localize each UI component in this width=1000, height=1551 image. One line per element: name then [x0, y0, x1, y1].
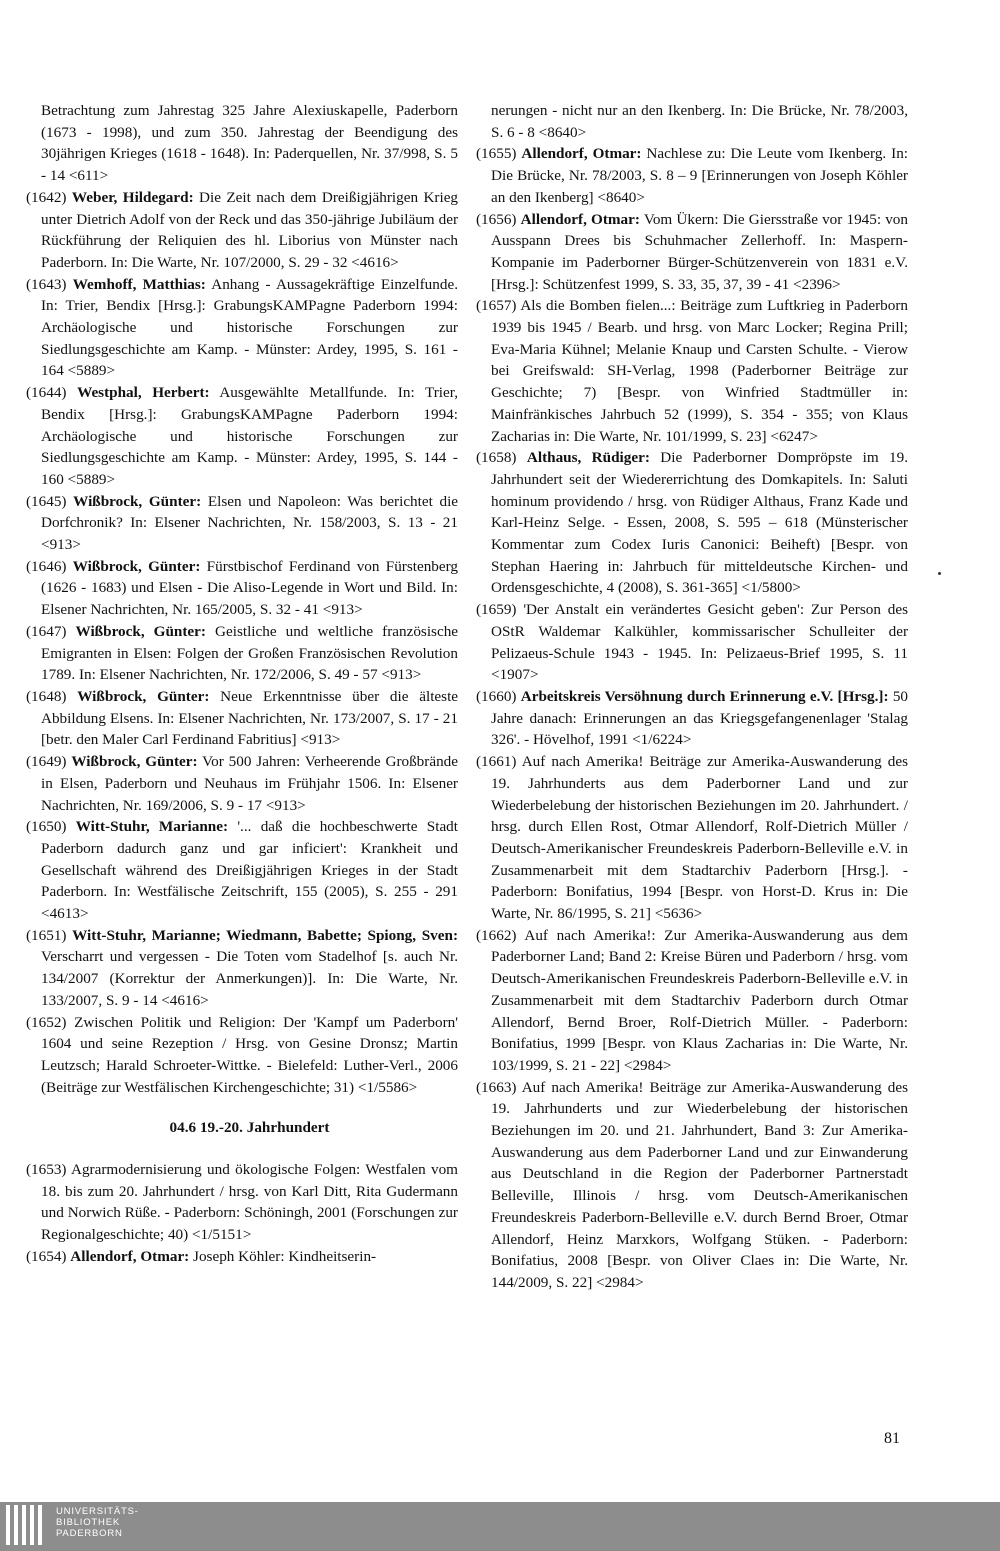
- entry-number: (1644): [26, 384, 67, 402]
- entry-author: Wißbrock, Günter:: [73, 492, 202, 510]
- entry-text: Nachlese zu: Die Leute vom Ikenberg. In: Die Brücke, Nr. 78/2003, S. 8 – 9 [Erinnerungen von Joseph Köhler an den Ikenberg] <8640>: [491, 145, 909, 206]
- entry-author: Althaus, Rüdiger:: [526, 449, 650, 467]
- bibliography-entry: [26, 621, 458, 686]
- entry-text: Zwischen Politik und Religion: Der 'Kampf um Paderborn' 1604 und seine Rezeption / Hrsg. von Gesine Dronsz; Martin Leutzsch; Harald Schroeter-Wittke. - Bielefeld: Luther-Verl., 2006 (Beiträge zur Westfälischen Kirchengeschichte; 31) <1/5586>: [41, 1013, 459, 1096]
- entry-author: Weber, Hildegard:: [71, 188, 194, 206]
- entry-text: Anhang - Aussagekräftige Einzelfunde. In: Trier, Bendix [Hrsg.]: GrabungsKAMPagne Paderborn 1994: Archäologische und historische Forschungen zur Siedlungsgeschichte am Kamp. - Münster: Ardey, 1995, S. 161 - 164 <5889>: [41, 275, 459, 380]
- bibliography-entry: [476, 209, 908, 296]
- entry-number: (1663): [476, 1078, 517, 1096]
- bibliography-entry: [476, 599, 908, 686]
- library-logo-icon: [6, 1505, 46, 1548]
- bibliography-entry: [476, 447, 908, 599]
- entry-text: Die Zeit nach dem Dreißigjährigen Krieg unter Dietrich Adolf von der Reck und das 350-jährige Jubiläum der Rückführung der Reliquien des hl. Liborius von Münster nach Paderborn. In: Die Warte, Nr. 107/2000, S. 29 - 32 <4616>: [41, 188, 459, 271]
- bibliography-entry: [476, 143, 908, 208]
- entry-number: (1650): [26, 818, 67, 836]
- entry-number: (1660): [476, 687, 517, 705]
- left-entries: [26, 187, 458, 1099]
- entry-number: (1648): [26, 687, 67, 705]
- entry-text: Elsen und Napoleon: Was berichtet die Dorfchronik? In: Elsener Nachrichten, Nr. 158/2003, S. 13 - 21 <913>: [41, 492, 459, 554]
- bibliography-entry: [26, 274, 458, 383]
- entry-number: (1647): [26, 622, 67, 640]
- bibliography-entry: [26, 816, 458, 925]
- entry-text: Geistliche und weltliche französische Emigranten in Elsen: Folgen der Großen Französischen Revolution 1789. In: Elsener Nachrichten, Nr. 172/2006, S. 49 - 57 <913>: [41, 622, 459, 684]
- entry-number: (1661): [476, 753, 517, 771]
- entry-author: Arbeitskreis Versöhnung durch Erinnerung e.V. [Hrsg.]:: [520, 687, 889, 705]
- entry-text: Joseph Köhler: Kindheitserin-: [193, 1247, 377, 1265]
- continued-entry: Betrachtung zum Jahrestag 325 Jahre Alexiuskapelle, Paderborn (1673 - 1998), und zum 350. Jahrestag der Beendigung des 30jährigen Krieges (1618 - 1648). In: Paderquellen, Nr. 37/998, S. 5 - 14 <611>: [41, 102, 458, 185]
- bibliography-entry: [26, 1012, 458, 1099]
- bibliography-entry: [26, 382, 458, 491]
- entry-author: Witt-Stuhr, Marianne; Wiedmann, Babette; Spiong, Sven:: [72, 926, 458, 944]
- entry-number: (1662): [476, 926, 517, 944]
- right-column: [476, 100, 908, 1294]
- entry-author: Allendorf, Otmar:: [521, 145, 642, 163]
- entry-number: (1651): [26, 926, 67, 944]
- bibliography-entry: [476, 1077, 908, 1294]
- bibliography-entry: [476, 295, 908, 447]
- logo-line-1: UNIVERSITÄTS-: [56, 1506, 139, 1517]
- entry-number: (1653): [26, 1161, 67, 1179]
- entry-number: (1652): [26, 1013, 67, 1031]
- bibliography-entry: [26, 686, 458, 751]
- entry-number: (1656): [476, 210, 517, 228]
- entry-text: 50 Jahre danach: Erinnerungen an das Kriegsgefangenenlager 'Stalag 326'. - Hövelhof, 1991 <1/6224>: [491, 687, 909, 749]
- entry-author: Allendorf, Otmar:: [70, 1247, 190, 1265]
- entry-author: Wißbrock, Günter:: [72, 557, 201, 575]
- entry-author: Wißbrock, Günter:: [71, 753, 198, 771]
- entry-author: Wißbrock, Günter:: [75, 622, 206, 640]
- entry-text: Auf nach Amerika! Beiträge zur Amerika-Auswanderung des 19. Jahrhunderts aus dem Paderborner Land und zur Wiederbelebung der historischen Beziehungen im 20. Jahrhundert. / hrsg. durch Ellen Rost, Otmar Allendorf, Rolf-Dietrich Müller / Deutsch-Amerikanischer Freundeskreis Paderborn-Belleville e.V. in Zusammenarbeit mit dem Stadtarchiv Paderborn [Hrsg.]. - Paderborn: Bonifatius, 1994 [Bespr. von Horst-D. Krus in: Die Warte, Nr. 86/1995, S. 21] <5636>: [491, 753, 908, 923]
- library-footer: [0, 1502, 1000, 1551]
- entry-text: Ausgewählte Metallfunde. In: Trier, Bendix [Hrsg.]: GrabungsKAMPagne Paderborn 1994: Archäologische und historische Forschungen zur Siedlungsgeschichte am Kamp. - Münster: Ardey, 1995, S. 144 - 160 <5889>: [41, 384, 458, 488]
- left-column: [26, 100, 458, 1268]
- bibliography-entry: [476, 751, 908, 925]
- bibliography-entry: [26, 187, 458, 274]
- entry-text: 'Der Anstalt ein verändertes Gesicht geben': Zur Person des OStR Waldemar Kalkühler, kommissarischer Schulleiter der Pelizaeus-Schule 1943 - 1945. In: Pelizaeus-Brief 1995, S. 11 <1907>: [491, 601, 908, 684]
- entry-text: Neue Erkenntnisse über die älteste Abbildung Elsens. In: Elsener Nachrichten, Nr. 173/2007, S. 17 - 21 [betr. den Maler Carl Ferdinand Fabritius] <913>: [41, 687, 459, 749]
- entry-number: (1642): [26, 188, 67, 206]
- entry-text: '... daß die hochbeschwerte Stadt Paderborn dadurch ganz und gar inficiert': Krankheit und Gesellschaft während des Dreißigjährigen Krieges in der Stadt Paderborn. In: Westfälische Zeitschrift, 155 (2005), S. 255 - 291 <4613>: [41, 818, 458, 923]
- entry-text: Verscharrt und vergessen - Die Toten vom Stadelhof [s. auch Nr. 134/2007 (Korrektur der Anmerkungen)]. In: Die Warte, Nr. 133/2007, S. 9 - 14 <4616>: [41, 948, 458, 1009]
- entry-author: Witt-Stuhr, Marianne:: [75, 818, 229, 836]
- entry-text: Als die Bomben fielen...: Beiträge zum Luftkrieg in Paderborn 1939 bis 1945 / Bearb. und hrsg. von Marc Locker; Regina Prill; Eva-Maria Kühnel; Melanie Knaup und Carsten Schulte. - Vierow bei Greifswald: SH-Verlag, 1998 (Paderborner Beiträge zur Geschichte; 7) [Bespr. von Winfried Stadtmüller in: Mainfränkisches Jahrbuch 52 (1999), S. 354 - 355; von Klaus Zacharias in: Die Warte, Nr. 101/1999, S. 23] <6247>: [491, 297, 908, 445]
- page-number: 81: [884, 1430, 900, 1447]
- bibliography-entry: [26, 751, 458, 816]
- library-logo-text: [56, 1506, 139, 1539]
- entry-text: Die Paderborner Dompröpste im 19. Jahrhundert seit der Wiedererrichtung des Domkapitels. In: Saluti hominum providendo / hrsg. von Rüdiger Althaus, Franz Kade und Karl-Heinz Selge. - Essen, 2008, S. 595 – 618 (Münsterischer Kommentar zum Codex Iuris Canonici: Beiheft) [Bespr. von Stephan Haering in: Jahrbuch für mitteldeutsche Kirchen- und Ordensgeschichte, 4 (2008), S. 361-365] <1/5800>: [491, 449, 909, 597]
- entry-number: (1657): [476, 297, 517, 315]
- entry-text: Agrarmodernisierung und ökologische Folgen: Westfalen vom 18. bis zum 20. Jahrhundert / hrsg. von Karl Ditt, Rita Gudermann und Norwich Rüße. - Paderborn: Schöningh, 2001 (Forschungen zur Regionalgeschichte; 40) <1/5151>: [41, 1161, 458, 1244]
- left-entries-after: [26, 1159, 458, 1268]
- bibliography-entry: [26, 556, 458, 621]
- entry-text: Vor 500 Jahren: Verheerende Großbrände in Elsen, Paderborn und Neuhaus im Frühjahr 1506. In: Elsener Nachrichten, Nr. 169/2006, S. 9 - 17 <913>: [41, 753, 459, 814]
- bibliography-entry: [476, 686, 908, 751]
- entry-author: Allendorf, Otmar:: [520, 210, 640, 228]
- bibliography-entry: [26, 491, 458, 556]
- entry-number: (1643): [26, 275, 67, 293]
- bibliography-entry: [26, 925, 458, 1012]
- entry-number: (1658): [476, 449, 517, 467]
- bibliography-entry: [26, 1159, 458, 1246]
- logo-line-3: PADERBORN: [56, 1528, 123, 1539]
- bibliography-entry: [26, 1246, 458, 1268]
- entry-text: Auf nach Amerika! Beiträge zur Amerika-Auswanderung des 19. Jahrhunderts und zur Wiederbelebung der historischen Beziehungen im 20. und 21. Jahrhundert, Band 3: Zur Amerika-Auswanderung aus dem Paderborner Land und zur Einwanderung aus Deutschland in die Region der Paderborner Partnerstadt Belleville, Illinois / hrsg. vom Deutsch-Amerikanischen Freundeskreis Paderborn-Belleville e.V. durch Bernd Broer, Otmar Allendorf, Heinz Marxkors, Wolfgang Stüken. - Paderborn: Bonifatius, 2008 [Bespr. von Oliver Claes in: Die Warte, Nr. 144/2009, S. 22] <2984>: [491, 1078, 908, 1291]
- entry-text: Vom Ükern: Die Giersstraße vor 1945: von Ausspann Drees bis Schuhmacher Zellerhoff. In: Maspern-Kompanie im Paderborner Bürger-Schützenverein von 1831 e.V. [Hrsg.]: Schützenfest 1999, S. 33, 35, 37, 39 - 41 <2396>: [491, 210, 908, 293]
- right-entries: [476, 143, 908, 1293]
- section-heading: 04.6 19.-20. Jahrhundert: [169, 1119, 330, 1137]
- continued-entry: nerungen - nicht nur an den Ikenberg. In: Die Brücke, Nr. 78/2003, S. 6 - 8 <8640>: [491, 102, 908, 141]
- entry-number: (1649): [26, 753, 67, 771]
- entry-text: Auf nach Amerika!: Zur Amerika-Auswanderung aus dem Paderborner Land; Band 2: Kreise Büren und Paderborn / hrsg. vom Deutsch-Amerikanischen Freundeskreis Paderborn-Belleville e.V. in Zusammenarbeit mit dem Stadtarchiv Paderborn durch Otmar Allendorf, Bernd Broer, Rolf-Dietrich Müller. - Paderborn: Bonifatius, 1999 [Bespr. von Klaus Zacharias in: Die Warte, Nr. 103/1999, S. 21 - 22] <2984>: [491, 926, 908, 1074]
- entry-author: Wißbrock, Günter:: [77, 687, 210, 705]
- entry-author: Westphal, Herbert:: [77, 384, 210, 402]
- entry-number: (1646): [26, 557, 67, 575]
- stray-dot: [938, 572, 941, 575]
- entry-number: (1654): [26, 1247, 67, 1265]
- entry-number: (1645): [26, 492, 67, 510]
- entry-text: Fürstbischof Ferdinand von Fürstenberg (1626 - 1683) und Elsen - Die Aliso-Legende in Wort und Bild. In: Elsener Nachrichten, Nr. 165/2005, S. 32 - 41 <913>: [41, 557, 459, 619]
- entry-number: (1659): [476, 601, 517, 619]
- entry-author: Wemhoff, Matthias:: [72, 275, 206, 293]
- logo-line-2: BIBLIOTHEK: [56, 1517, 120, 1528]
- entry-number: (1655): [476, 145, 517, 163]
- bibliography-entry: [476, 925, 908, 1077]
